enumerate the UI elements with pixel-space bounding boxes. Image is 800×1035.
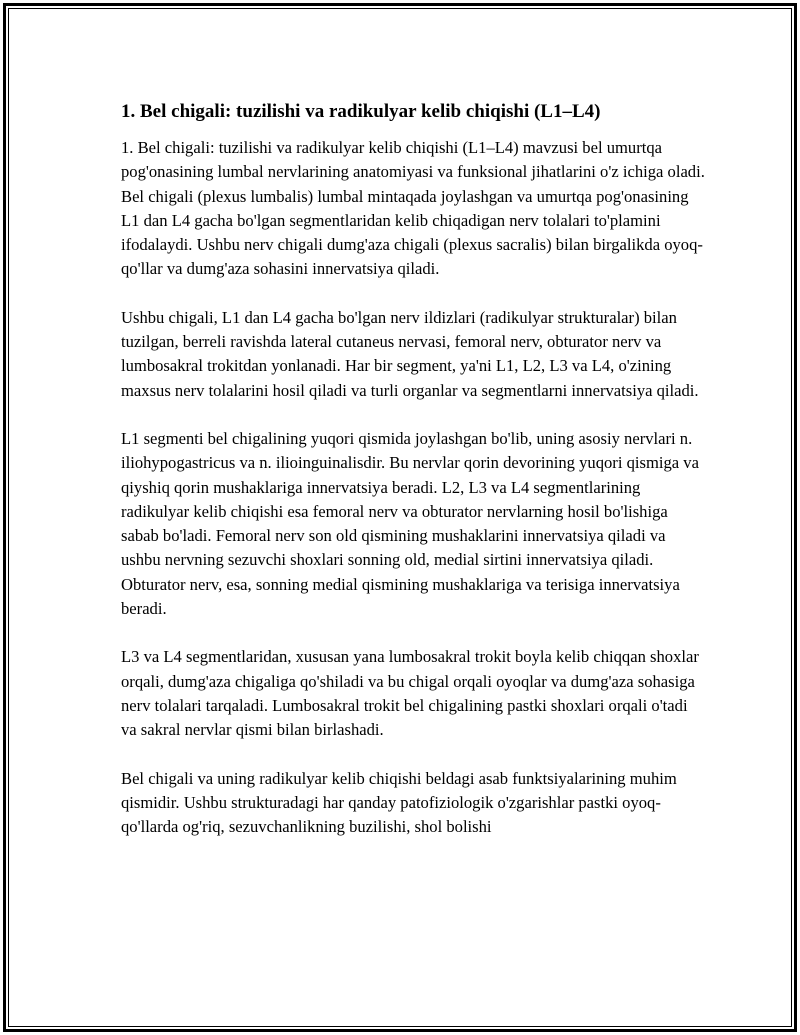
document-body xyxy=(121,99,706,863)
paragraph-intro: 1. Bel chigali: tuzilishi va radikulyar kelib chiqishi (L1–L4) mavzusi bel umurtqa pog'onasining lumbal nervlarining anatomiyasi va funksional jihatlarini o'z ichiga oladi. Bel chigali (plexus lumbalis) lumbal mintaqada joylashgan va umurtqa pog'onasining L1 dan L4 gacha bo'lgan segmentlaridan kelib chiqadigan nerv tolalari to'plamini ifodalaydi. Ushbu nerv chigali dumg'aza chigali (plexus sacralis) bilan birgalikda oyoq-qo'llar va dumg'aza sohasini innervatsiya qiladi. xyxy=(121,138,705,279)
paragraph-roots: Ushbu chigali, L1 dan L4 gacha bo'lgan nerv ildizlari (radikulyar strukturalar) bilan tuzilgan, berreli ravishda lateral cutaneus nervasi, femoral nerv, obturator nerv va lumbosakral trokitdan yonlanadi. Har bir segment, ya'ni L1, L2, L3 va L4, o'zining maxsus nerv tolalarini hosil qiladi va turli organlar va segmentlarni innervatsiya qiladi. xyxy=(121,307,699,400)
paragraph-l3-l4-segments: L3 va L4 segmentlaridan, xususan yana lumbosakral trokit boyla kelib chiqqan shoxlar orqali, dumg'aza chigaliga qo'shiladi va bu chigal orqali oyoqlar va dumg'aza sohasiga nerv tolalari tarqaladi. Lumbosakral trokit bel chigalining pastki shoxlari orqali o'tadi va sakral nervlar qismi bilan birlashadi. xyxy=(121,647,699,740)
page-border xyxy=(3,3,797,1032)
section-heading: 1. Bel chigali: tuzilishi va radikulyar kelib chiqishi (L1–L4) xyxy=(121,101,601,122)
paragraph-conclusion: Bel chigali va uning radikulyar kelib chiqishi beldagi asab funktsiyalarining muhim qismidir. Ushbu strukturadagi har qanday patofiziologik o'zgarishlar pastki oyoq-qo'llarda og'riq, sezuvchanlikning buzilishi, shol bolishi xyxy=(121,768,677,837)
paragraph-l1-segment: L1 segmenti bel chigalining yuqori qismida joylashgan bo'lib, uning asosiy nervlari n. iliohypogastricus va n. ilioinguinalisdir. Bu nervlar qorin devorining yuqori qismiga va qiyshiq qorin mushaklariga innervatsiya beradi. L2, L3 va L4 segmentlarining radikulyar kelib chiqishi esa femoral nerv va obturator nervlarning hosil bo'lishiga sabab bo'ladi. Femoral nerv son old qismining mushaklarini innervatsiya qiladi va ushbu nervning sezuvchi shoxlari sonning old, medial sirtini innervatsiya qiladi. Obturator nerv, esa, sonning medial qismining mushaklariga va terisiga innervatsiya beradi. xyxy=(121,428,699,619)
